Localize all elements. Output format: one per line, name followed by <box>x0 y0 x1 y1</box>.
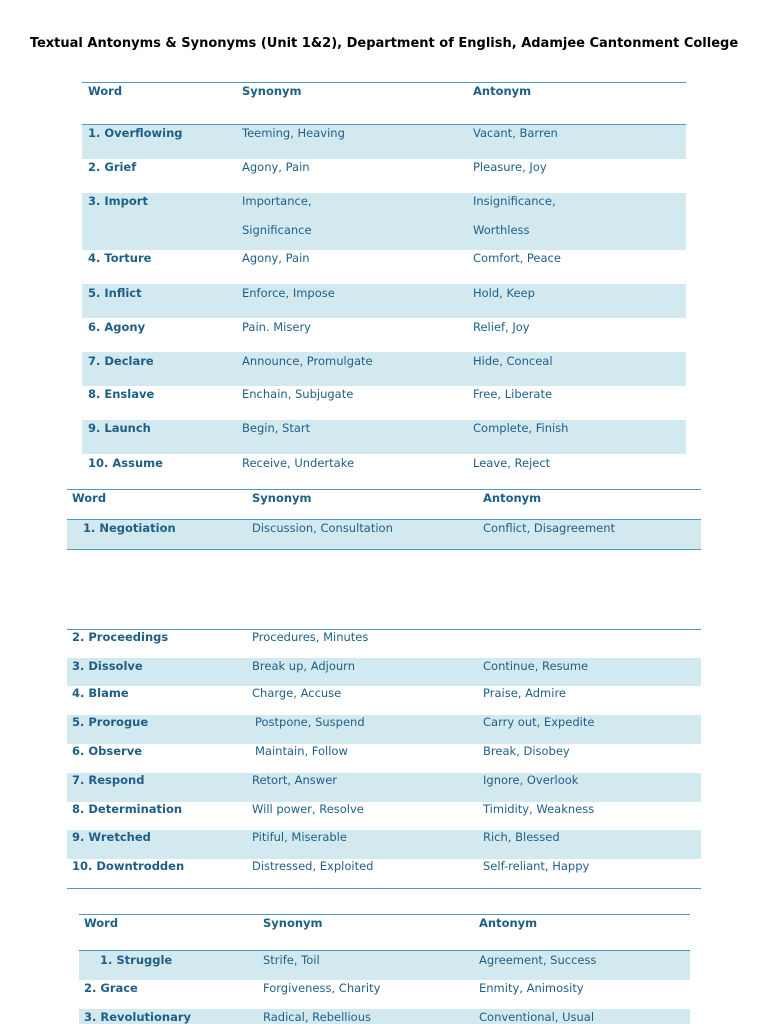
table-row <box>82 386 686 420</box>
synonym-cell-line2: Significance <box>242 223 312 237</box>
table-row <box>79 1009 690 1024</box>
antonym-cell: Conflict, Disagreement <box>483 521 616 535</box>
synonym-cell: Teeming, Heaving <box>242 126 345 140</box>
word-cell: 6. Observe <box>72 744 142 758</box>
antonym-cell: Complete, Finish <box>473 421 569 435</box>
synonym-cell: Retort, Answer <box>252 773 337 787</box>
antonym-cell: Carry out, Expedite <box>483 715 595 729</box>
table-row <box>67 630 701 659</box>
antonym-cell: Enmity, Animosity <box>479 981 584 995</box>
word-cell: 7. Declare <box>88 354 154 368</box>
table-row <box>82 193 686 250</box>
antonym-cell: Hide, Conceal <box>473 354 553 368</box>
antonym-cell: Insignificance, <box>473 194 556 208</box>
antonym-cell: Comfort, Peace <box>473 251 561 265</box>
vocab-table-3 <box>79 914 690 1024</box>
table-row <box>67 686 701 715</box>
synonym-cell: Agony, Pain <box>242 160 310 174</box>
table-row <box>67 715 701 744</box>
table-row <box>82 250 686 284</box>
synonym-cell: Enchain, Subjugate <box>242 387 354 401</box>
antonym-cell: Vacant, Barren <box>473 126 558 140</box>
header-synonym: Synonym <box>252 491 312 505</box>
header-synonym: Synonym <box>242 84 302 98</box>
antonym-cell: Pleasure, Joy <box>473 160 547 174</box>
header-antonym: Antonym <box>483 491 542 505</box>
table-row <box>67 830 701 859</box>
word-cell: 4. Torture <box>88 251 152 265</box>
table-row <box>67 520 701 549</box>
synonym-cell: Discussion, Consultation <box>252 521 393 535</box>
word-cell: 2. Grief <box>88 160 137 174</box>
table-row <box>82 159 686 193</box>
antonym-cell: Rich, Blessed <box>483 830 560 844</box>
word-cell: 9. Launch <box>88 421 151 435</box>
antonym-cell: Praise, Admire <box>483 686 566 700</box>
synonym-cell: Begin, Start <box>242 421 311 435</box>
word-cell: 1. Overflowing <box>88 126 183 140</box>
antonym-cell: Hold, Keep <box>473 286 535 300</box>
word-cell: 3. Revolutionary <box>84 1010 192 1024</box>
synonym-cell: Procedures, Minutes <box>252 630 369 644</box>
antonym-cell: Free, Liberate <box>473 387 553 401</box>
synonym-cell: Distressed, Exploited <box>252 859 374 873</box>
word-cell: 10. Downtrodden <box>72 859 185 873</box>
table-row <box>79 951 690 980</box>
synonym-cell: Postpone, Suspend <box>255 715 365 729</box>
word-cell: 2. Grace <box>84 981 138 995</box>
table-row <box>67 744 701 773</box>
synonym-cell: Importance, <box>242 194 312 208</box>
synonym-cell: Radical, Rebellious <box>263 1010 371 1024</box>
antonym-cell: Leave, Reject <box>473 456 551 470</box>
word-cell: 8. Determination <box>72 802 183 816</box>
word-cell: 3. Dissolve <box>72 659 143 673</box>
word-cell: 3. Import <box>88 194 148 208</box>
antonym-cell: Self-reliant, Happy <box>483 859 590 873</box>
word-cell: 8. Enslave <box>88 387 155 401</box>
word-cell: 1. Negotiation <box>83 521 176 535</box>
synonym-cell: Pain. Misery <box>242 320 311 334</box>
vocab-table-1 <box>82 82 686 470</box>
synonym-cell: Forgiveness, Charity <box>263 981 381 995</box>
antonym-cell: Relief, Joy <box>473 320 530 334</box>
antonym-cell: Timidity, Weakness <box>483 802 595 816</box>
word-cell: 5. Inflict <box>88 286 142 300</box>
table-row <box>82 284 686 318</box>
word-cell: 10. Assume <box>88 456 163 470</box>
word-cell: 9. Wretched <box>72 830 151 844</box>
word-cell: 6. Agony <box>88 320 146 334</box>
table-row <box>67 658 701 686</box>
antonym-cell: Ignore, Overlook <box>483 773 579 787</box>
word-cell: 2. Proceedings <box>72 630 169 644</box>
word-cell: 4. Blame <box>72 686 129 700</box>
synonym-cell: Agony, Pain <box>242 251 310 265</box>
synonym-cell: Enforce, Impose <box>242 286 335 300</box>
antonym-cell: Break, Disobey <box>483 744 570 758</box>
synonym-cell: Strife, Toil <box>263 953 320 967</box>
table-row <box>82 420 686 454</box>
header-synonym: Synonym <box>263 916 323 930</box>
header-word: Word <box>72 491 107 505</box>
synonym-cell: Pitiful, Miserable <box>252 830 347 844</box>
synonym-cell: Maintain, Follow <box>255 744 348 758</box>
table-row <box>82 125 686 159</box>
synonym-cell: Charge, Accuse <box>252 686 342 700</box>
table-row <box>67 773 701 802</box>
table-row <box>82 454 686 488</box>
table-row <box>79 980 690 1009</box>
header-antonym: Antonym <box>479 916 538 930</box>
antonym-cell: Continue, Resume <box>483 659 589 673</box>
word-cell: 7. Respond <box>72 773 145 787</box>
word-cell: 5. Prorogue <box>72 715 149 729</box>
synonym-cell: Announce, Promulgate <box>242 354 373 368</box>
header-word: Word <box>88 84 123 98</box>
table-row <box>82 352 686 386</box>
antonym-cell-line2: Worthless <box>473 223 530 237</box>
table-row <box>67 802 701 830</box>
antonym-cell: Agreement, Success <box>479 953 597 967</box>
document-title: Textual Antonyms & Synonyms (Unit 1&2), Department of English, Adamjee Cantonment College <box>29 36 739 51</box>
synonym-cell: Break up, Adjourn <box>252 659 356 673</box>
vocab-table-2 <box>67 489 701 889</box>
synonym-cell: Will power, Resolve <box>252 802 364 816</box>
header-word: Word <box>84 916 119 930</box>
header-antonym: Antonym <box>473 84 532 98</box>
synonym-cell: Receive, Undertake <box>242 456 355 470</box>
table-row <box>67 859 701 888</box>
word-cell: 1. Struggle <box>100 953 173 967</box>
table-row <box>82 318 686 352</box>
antonym-cell: Conventional, Usual <box>479 1010 595 1024</box>
